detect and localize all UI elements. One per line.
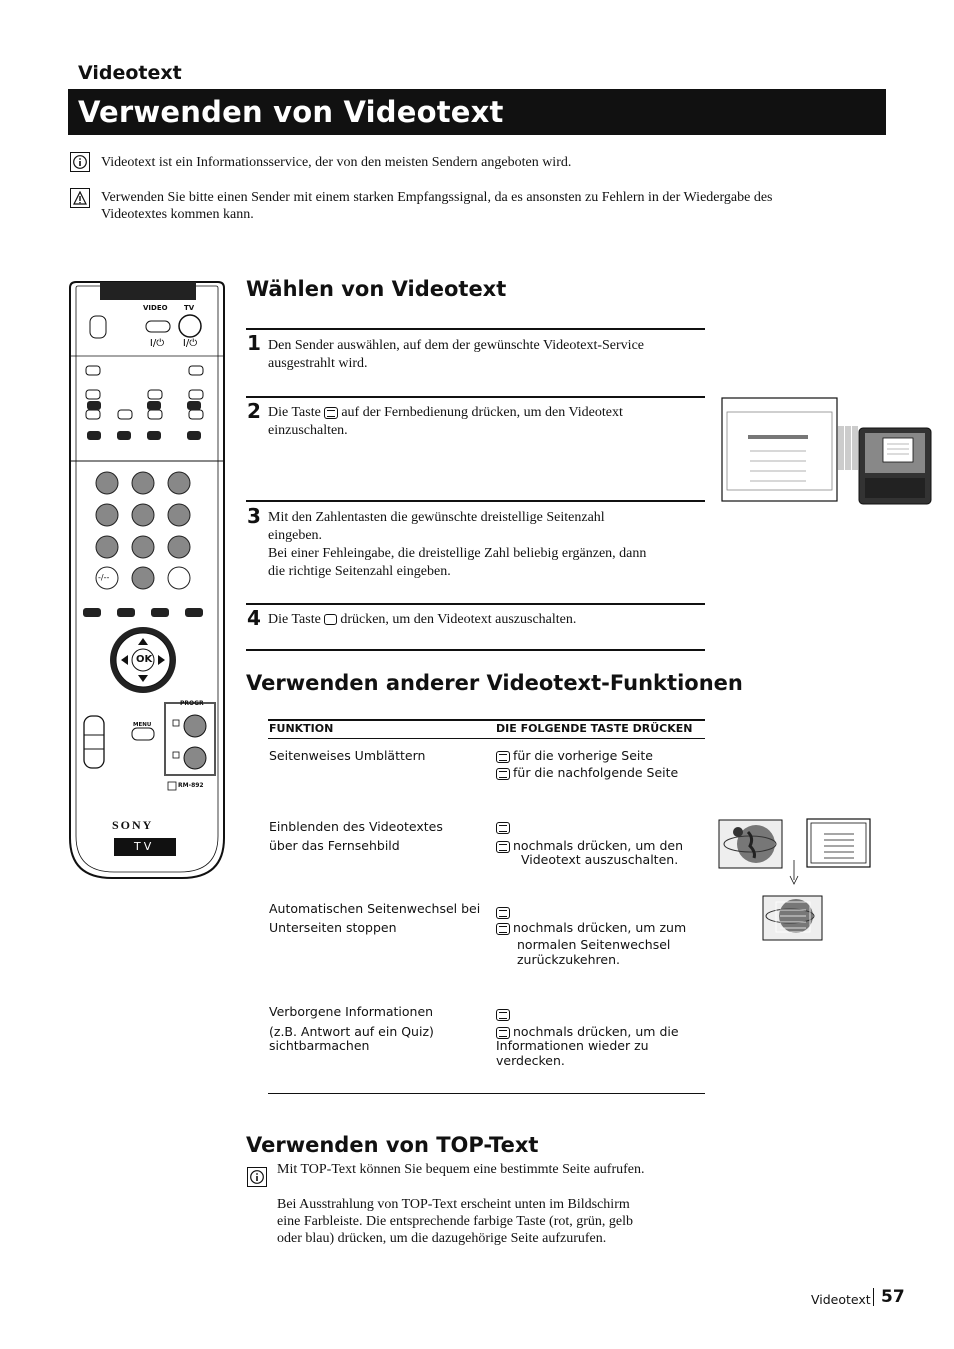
step-2-line2: einzuschalten. [268,423,348,438]
table-row-key: nochmals drücken, um die [496,1023,679,1040]
svg-text:I/⏻: I/⏻ [149,338,165,349]
info-icon [247,1167,267,1187]
step-3-line1: Mit den Zahlentasten die gewünschte dreistellige Seitenzahl [268,510,605,525]
table-row-function: Verborgene Informationen [269,1004,434,1019]
info-icon [70,152,90,172]
hold-key-icon [496,907,510,919]
divider [246,328,705,330]
table-row-function: (z.B. Antwort auf ein Quiz) [269,1024,434,1039]
table-row-function: Unterseiten stoppen [269,920,397,935]
table-row-function: Einblenden des Videotextes [269,819,443,834]
step-number: 1 [247,331,261,355]
step-number: 3 [247,504,261,528]
step-4-post: drücken, um den Videotext auszuschalten. [340,612,577,627]
section-label: Videotext [78,62,182,84]
footer-divider [873,1288,874,1306]
table-row-key [496,819,513,837]
divider [246,396,705,398]
mix-key-icon [496,822,510,834]
hold-key-icon [496,923,510,935]
remote-tv-label: TV [184,304,195,312]
table-row-key [496,1006,513,1024]
table-row-key: nochmals drücken, um den [496,837,683,854]
warning-note-line1: Verwenden Sie bitte einen Sender mit einem starken Empfangssignal, da es ansonsten zu Fehlern in der Wiedergabe des [101,190,773,205]
remote-tv-badge: TV [134,840,155,853]
page-title: Verwenden von Videotext [78,95,504,129]
table-row-key: nochmals drücken, um zum [496,919,686,936]
step-4-line1 [268,611,576,629]
remote-ok-label: OK [136,654,153,665]
step-2-pre: Die Taste [268,405,321,420]
step-4-pre: Die Taste [268,612,321,627]
table-row-key: für die vorherige Seite [496,747,653,764]
remote-dash-label: -/-- [98,573,110,582]
table-row-key: Informationen wieder zu [496,1038,649,1053]
step-3-line3: Bei einer Fehleingabe, die dreistellige Zahl beliebig ergänzen, dann [268,546,647,561]
step-3-line2: eingeben. [268,528,323,543]
heading-top-text: Verwenden von TOP-Text [246,1133,539,1157]
step-2-line1 [268,404,623,422]
table-row-key: normalen Seitenwechsel [517,937,671,952]
remote-menu-label: MENU [133,722,152,728]
remote-control-illustration [64,278,230,882]
column-header-function: FUNKTION [269,722,334,735]
step-3-line4: die richtige Seitenzahl eingeben. [268,564,451,579]
divider [246,649,705,651]
step-1-line2: ausgestrahlt wird. [268,356,368,371]
divider [246,603,705,605]
table-row-key: für die nachfolgende Seite [496,764,678,781]
divider [246,500,705,502]
table-row-key: verdecken. [496,1053,565,1068]
table-top-rule [268,719,705,721]
top-text-line2: eine Farbleiste. Die entsprechende farbige Taste (rot, grün, gelb [277,1214,634,1229]
top-text-intro: Mit TOP-Text können Sie bequem eine bestimmte Seite aufrufen. [277,1162,645,1177]
mix-key-icon [496,841,510,853]
teletext-key-icon [324,407,338,419]
table-row-key: zurückzukehren. [517,952,620,967]
videotext-overlay-illustration [718,818,874,944]
table-row-function: über das Fernsehbild [269,838,400,853]
top-text-line3: oder blau) drücken, um die dazugehörige Seite aufzurufen. [277,1231,607,1246]
warning-note-line2: Videotextes kommen kann. [101,207,254,222]
table-row-key: Videotext auszuschalten. [521,852,679,867]
top-text-line1: Bei Ausstrahlung von TOP-Text erscheint unten im Bildschirm [277,1197,630,1212]
page-down-key-icon [496,768,510,780]
step-2-post: auf der Fernbedienung drücken, um den Videotext [341,405,623,420]
page-up-key-icon [496,751,510,763]
info-note: Videotext ist ein Informationsservice, der von den meisten Sendern angeboten wird. [101,155,572,170]
heading-waehlen: Wählen von Videotext [246,277,507,301]
footer-section: Videotext [811,1292,871,1307]
svg-text:I/⏻: I/⏻ [182,338,198,349]
table-row-function: Automatischen Seitenwechsel bei [269,901,481,916]
warning-icon [70,188,90,208]
remote-model: RM-892 [178,782,204,789]
page-number: 57 [881,1287,905,1307]
table-bottom-rule [268,1093,705,1094]
table-row-function: sichtbarmachen [269,1038,370,1053]
heading-funktionen: Verwenden anderer Videotext-Funktionen [246,671,743,695]
step-number: 2 [247,399,261,423]
step-1-line1: Den Sender auswählen, auf dem der gewünschte Videotext-Service [268,338,644,353]
column-header-key: DIE FOLGENDE TASTE DRÜCKEN [496,722,693,735]
table-header-rule [268,738,705,739]
remote-brand: SONY [112,818,154,832]
step-number: 4 [247,606,261,630]
table-row-function: Seitenweises Umblättern [269,748,426,763]
teletext-screen-illustration [720,396,934,506]
remote-video-label: VIDEO [143,304,168,312]
remote-progr-label: PROGR [180,700,204,707]
tv-key-icon [324,614,337,625]
reveal-key-icon [496,1009,510,1021]
